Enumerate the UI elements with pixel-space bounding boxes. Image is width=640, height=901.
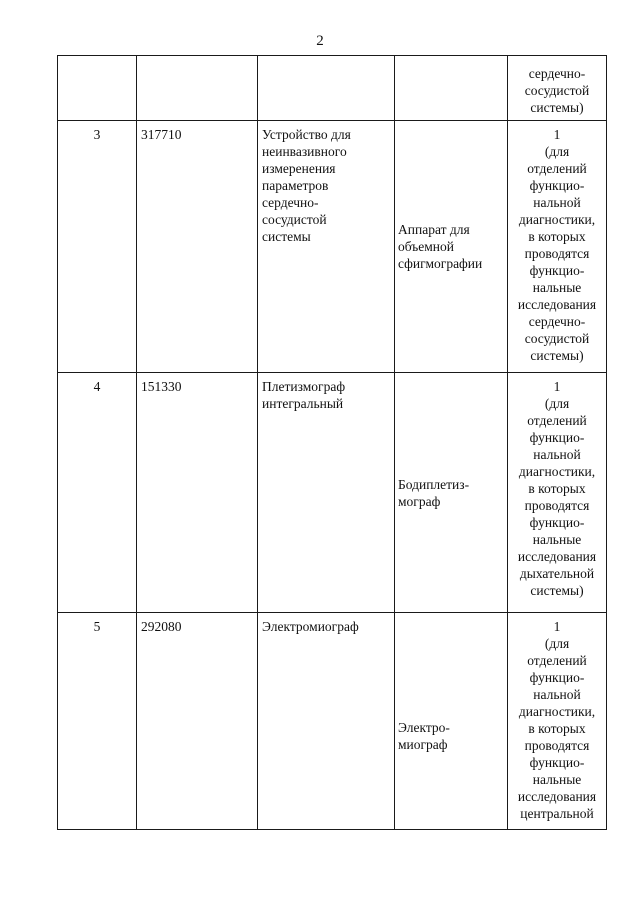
device-name-cell (395, 613, 508, 830)
quantity-line: дыхательной (519, 566, 595, 581)
quantity-line: нальные (532, 280, 582, 295)
quantity-line: системы) (530, 348, 584, 363)
product-code: 292080 (141, 619, 182, 634)
device-type-name-line: сердечно- (262, 195, 319, 210)
quantity-cell (508, 121, 607, 373)
product-code: 317710 (141, 127, 182, 142)
quantity-line: системы) (530, 100, 584, 115)
quantity-cell (508, 56, 607, 121)
device-type-name-cell (258, 121, 395, 373)
device-type-name-cell (258, 373, 395, 613)
table-row (58, 121, 607, 373)
device-type-name-line: системы (262, 229, 311, 244)
row-number: 3 (93, 127, 101, 142)
quantity-line: отделений (527, 653, 587, 668)
equipment-table (57, 55, 607, 830)
quantity-line: (для (544, 144, 570, 159)
table-body (58, 56, 607, 830)
quantity-line: 1 (553, 127, 561, 142)
device-type-name-cell (258, 56, 395, 121)
quantity-line: функцио- (529, 670, 585, 685)
page-number: 2 (316, 33, 324, 49)
quantity-line: в которых (528, 721, 586, 736)
product-code: 151330 (141, 379, 182, 394)
quantity-line: нальной (533, 447, 581, 462)
row-number-cell (58, 613, 137, 830)
quantity-line: 1 (553, 619, 561, 634)
table-row (58, 373, 607, 613)
device-name-line: Аппарат для (398, 222, 470, 237)
quantity-line: функцио- (529, 755, 585, 770)
device-type-name-line: измеренения (262, 161, 336, 176)
device-name-line: объемной (398, 239, 454, 254)
code-cell (137, 56, 258, 121)
quantity-line: исследования (517, 789, 597, 804)
quantity-cell (508, 373, 607, 613)
table-row (58, 56, 607, 121)
quantity-line: нальные (532, 532, 582, 547)
quantity-line: проводятся (524, 738, 590, 753)
device-type-name-line: Устройство для (262, 127, 351, 142)
quantity-line: исследования (517, 549, 597, 564)
device-name-line: Бодиплетиз- (398, 476, 470, 492)
table-row (58, 613, 607, 830)
quantity-line: диагностики, (518, 212, 596, 227)
quantity-line: отделений (527, 161, 587, 176)
quantity-line: функцио- (529, 430, 585, 445)
quantity-line: центральной (520, 806, 594, 821)
device-name-cell (395, 121, 508, 373)
row-number-cell (58, 56, 137, 121)
code-cell (137, 121, 258, 373)
row-number: 5 (93, 619, 101, 634)
quantity-line: проводятся (524, 498, 590, 513)
quantity-line: проводятся (524, 246, 590, 261)
quantity-line: функцио- (529, 263, 585, 278)
quantity-line: (для (544, 636, 570, 651)
quantity-line: диагностики, (518, 464, 596, 479)
device-type-name-cell (258, 613, 395, 830)
quantity-line: нальной (533, 195, 581, 210)
device-type-name-line: Электромиограф (262, 619, 359, 634)
device-type-name-line: Плетизмограф (262, 379, 346, 394)
quantity-line: в которых (528, 481, 586, 496)
device-name-line: сфигмографии (398, 256, 483, 271)
quantity-line: исследования (517, 297, 597, 312)
quantity-line: нальной (533, 687, 581, 702)
device-type-name-line: неинвазивного (262, 144, 347, 159)
row-number-cell (58, 121, 137, 373)
quantity-line: диагностики, (518, 704, 596, 719)
device-name-cell (395, 56, 508, 121)
quantity-line: сосудистой (524, 83, 590, 98)
device-name-line: миограф (398, 737, 448, 752)
device-name-line: мограф (398, 493, 441, 509)
quantity-line: сердечно- (528, 314, 586, 329)
quantity-line: функцио- (529, 515, 585, 530)
device-name-line: Электро- (398, 720, 450, 735)
quantity-line: 1 (553, 379, 561, 394)
device-type-name-line: сосудистой (262, 212, 327, 227)
row-number-cell (58, 373, 137, 613)
quantity-line: нальные (532, 772, 582, 787)
quantity-line: отделений (527, 413, 587, 428)
quantity-line: системы) (530, 583, 584, 598)
quantity-line: сосудистой (524, 331, 590, 346)
quantity-line: (для (544, 396, 570, 411)
quantity-line: сердечно- (528, 66, 586, 81)
device-type-name-line: параметров (262, 178, 329, 193)
row-number: 4 (93, 379, 101, 394)
device-type-name-line: интегральный (262, 396, 344, 411)
quantity-cell (508, 613, 607, 830)
quantity-line: функцио- (529, 178, 585, 193)
code-cell (137, 613, 258, 830)
quantity-line: в которых (528, 229, 586, 244)
device-name-cell (395, 373, 508, 613)
code-cell (137, 373, 258, 613)
